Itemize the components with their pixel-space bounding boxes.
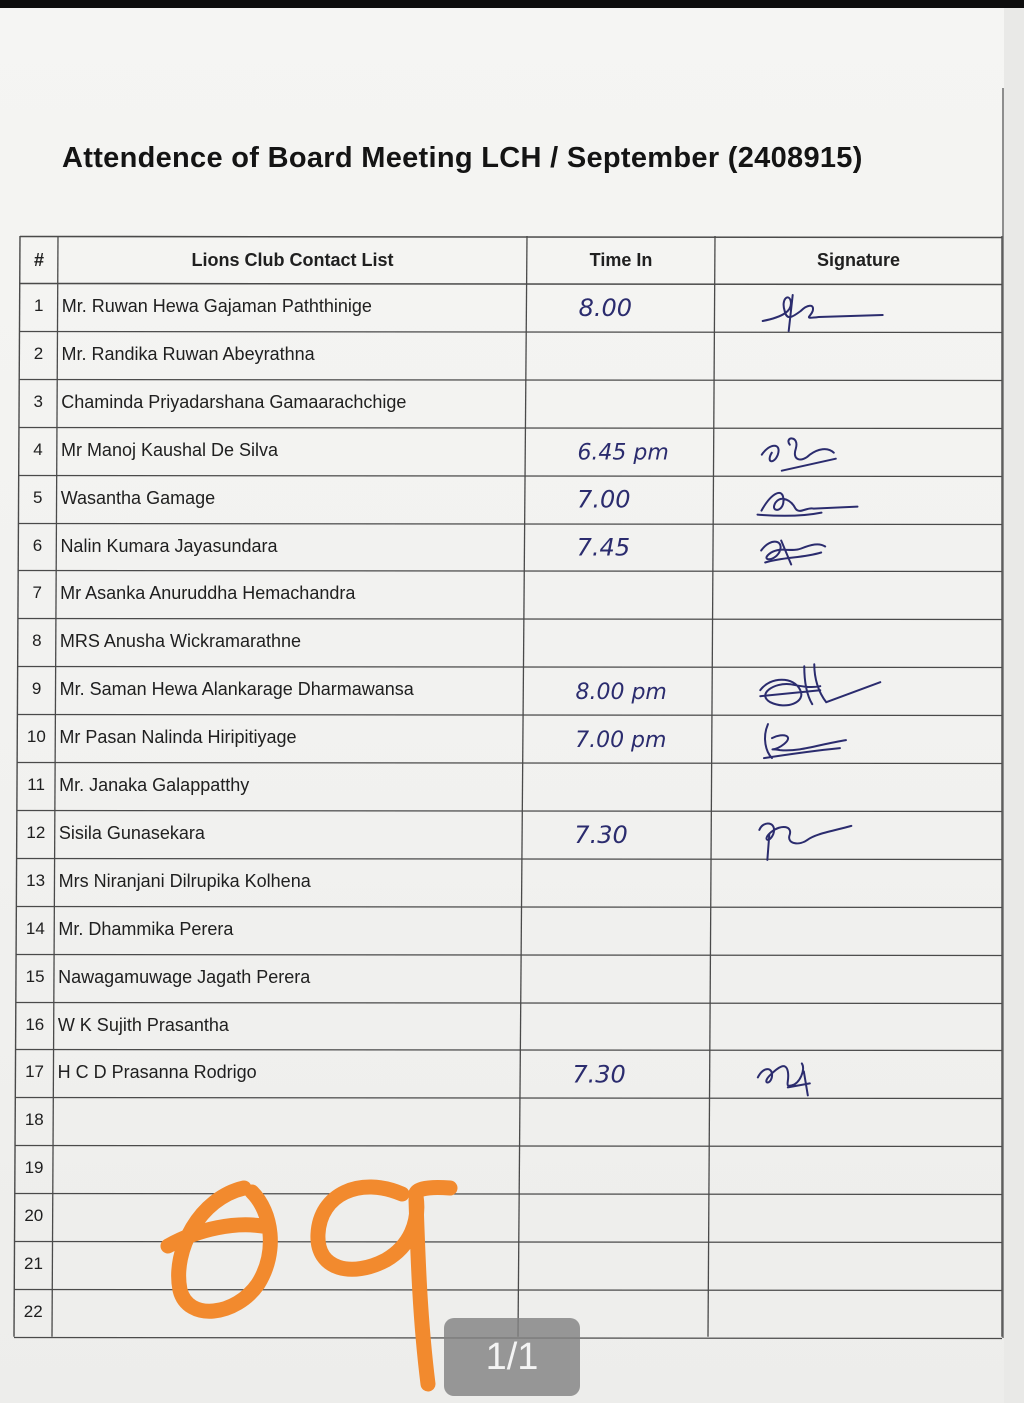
row-number: 1 [34, 296, 44, 315]
contact-name: Nawagamuwage Jagath Perera [58, 966, 311, 987]
time-in-value: 7.45 [576, 533, 631, 562]
row-number: 2 [33, 343, 44, 363]
contact-name: Mr Manoj Kaushal De Silva [60, 439, 279, 460]
row-number: 9 [31, 679, 42, 699]
contact-name: H C D Prasanna Rodrigo [57, 1062, 257, 1083]
row-number: 13 [26, 870, 46, 890]
time-in-value: 8.00 [578, 294, 633, 322]
row-number: 8 [32, 631, 42, 651]
row-number: 17 [25, 1062, 45, 1082]
header-signature: Signature [816, 250, 900, 270]
header-contact-list: Lions Club Contact List [191, 250, 394, 270]
contact-name: W K Sujith Prasantha [57, 1014, 229, 1035]
contact-name: Chaminda Priyadarshana Gamaarachchige [61, 391, 407, 412]
row-number: 3 [33, 391, 43, 411]
contact-name: Mr. Janaka Galappatthy [59, 775, 250, 795]
contact-name: Mr. Saman Hewa Alankarage Dharmawansa [59, 679, 414, 700]
row-number: 22 [23, 1301, 43, 1321]
row-number: 10 [26, 727, 46, 747]
row-number: 7 [32, 583, 42, 603]
header-time-in: Time In [589, 250, 653, 270]
row-number: 15 [25, 966, 45, 986]
time-in-value: 8.00 pm [575, 680, 667, 706]
contact-name: Mr. Randika Ruwan Abeyrathna [61, 343, 315, 364]
annotation-digit-zero [168, 1188, 270, 1311]
contact-name: Mr. Dhammika Perera [58, 918, 234, 939]
contact-name: Mr Asanka Anuruddha Hemachandra [60, 583, 356, 604]
row-number: 21 [24, 1254, 43, 1273]
row-number: 5 [32, 487, 43, 507]
row-number: 6 [32, 535, 43, 555]
time-in-value: 7.00 [577, 485, 631, 514]
contact-name: Mr. Ruwan Hewa Gajaman Paththinige [61, 296, 372, 316]
contact-name: Mrs Niranjani Dilrupika Kolhena [58, 870, 311, 891]
page-title: Attendence of Board Meeting LCH / September (2408915) [62, 142, 863, 174]
row-number: 16 [25, 1014, 45, 1034]
time-in-value: 7.30 [572, 1060, 626, 1089]
contact-name: Mr Pasan Nalinda Hiripitiyage [59, 727, 297, 748]
page-indicator[interactable]: 1/1 [444, 1318, 580, 1396]
row-number: 18 [24, 1110, 44, 1130]
time-in-value: 7.30 [574, 820, 628, 849]
row-number: 4 [33, 439, 43, 459]
row-number: 19 [24, 1158, 44, 1178]
row-number: 12 [26, 822, 46, 842]
time-in-value: 6.45 pm [577, 440, 669, 466]
contact-name: Nalin Kumara Jayasundara [60, 535, 278, 556]
contact-name: Sisila Gunasekara [58, 822, 205, 843]
header-number: # [33, 250, 44, 270]
row-number: 20 [24, 1206, 44, 1226]
row-number: 14 [25, 918, 45, 938]
time-in-value: 7.00 pm [575, 728, 667, 754]
contact-name: Wasantha Gamage [60, 487, 216, 508]
row-number: 11 [27, 775, 45, 794]
contact-name: MRS Anusha Wickramarathne [59, 631, 301, 652]
annotation-digit-nine [318, 1187, 450, 1384]
